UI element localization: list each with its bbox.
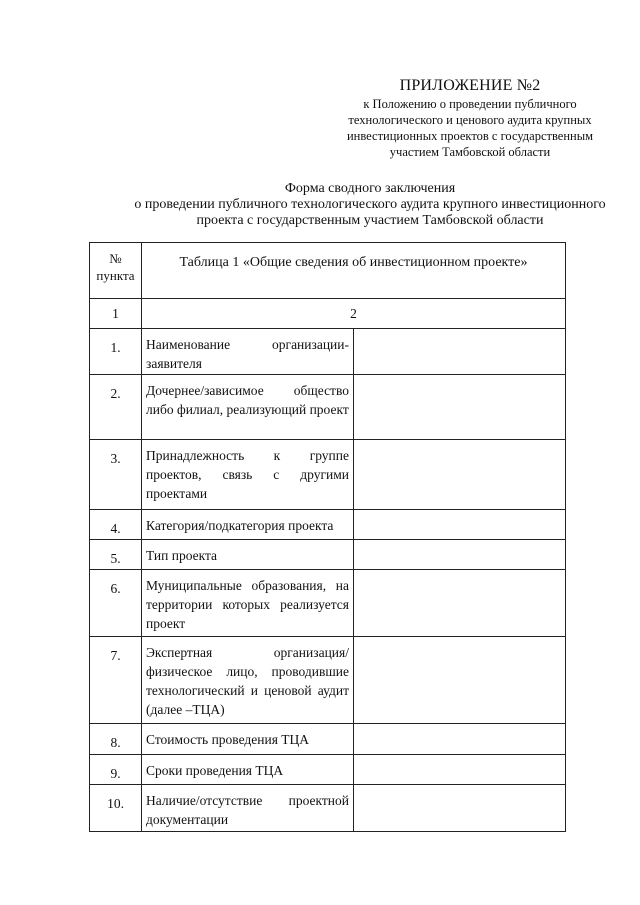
form-title: Форма сводного заключения bbox=[284, 181, 456, 196]
row-label: Сроки проведения ТЦА bbox=[146, 763, 284, 778]
table-header-row bbox=[90, 243, 566, 299]
row-number: 3. bbox=[110, 451, 121, 466]
row-label: Наименование организации-заявителя bbox=[146, 337, 349, 371]
row-number: 7. bbox=[110, 648, 121, 663]
form-subtitle-line: проекта с государственным участием Тамбовской области bbox=[196, 213, 544, 228]
table-row bbox=[90, 510, 566, 540]
row-label: Принадлежность к группе проектов, связь с другими проектами bbox=[146, 448, 349, 501]
form-subtitle-line: о проведении публичного технологического аудита крупного инвестиционного bbox=[134, 197, 606, 212]
row-label: Наличие/отсутствие проектной документации bbox=[146, 793, 349, 827]
row-number: 10. bbox=[107, 796, 124, 811]
row-value-cell[interactable] bbox=[354, 510, 566, 540]
table-row bbox=[90, 375, 566, 440]
row-value-cell[interactable] bbox=[354, 785, 566, 832]
table-row bbox=[90, 329, 566, 375]
appendix-line: участием Тамбовской области bbox=[389, 145, 551, 159]
row-value-cell[interactable] bbox=[354, 570, 566, 637]
appendix-title: ПРИЛОЖЕНИЕ №2 bbox=[399, 77, 541, 94]
subheader-col2: 2 bbox=[350, 306, 357, 321]
row-value-cell[interactable] bbox=[354, 755, 566, 785]
table-row bbox=[90, 570, 566, 637]
table-row bbox=[90, 440, 566, 510]
row-label: Тип проекта bbox=[146, 548, 218, 563]
row-value-cell[interactable] bbox=[354, 329, 566, 375]
appendix-block bbox=[300, 78, 640, 160]
row-label: Дочернее/зависимое общество либо филиал, реализующий проект bbox=[146, 383, 349, 417]
header-num: № пункта bbox=[96, 251, 135, 283]
table-row bbox=[90, 540, 566, 570]
row-number: 8. bbox=[110, 735, 121, 750]
row-number: 6. bbox=[110, 581, 121, 596]
general-info-table bbox=[89, 242, 566, 832]
row-label: Экспертная организация/физическое лицо, проводившие технологический и ценовой аудит (далее –ТЦА) bbox=[146, 645, 349, 717]
row-value-cell[interactable] bbox=[354, 540, 566, 570]
table-title: Таблица 1 «Общие сведения об инвестиционном проекте» bbox=[179, 255, 528, 270]
row-value-cell[interactable] bbox=[354, 440, 566, 510]
table-row bbox=[90, 724, 566, 755]
row-label: Категория/подкатегория проекта bbox=[146, 518, 334, 533]
row-number: 5. bbox=[110, 551, 121, 566]
row-value-cell[interactable] bbox=[354, 637, 566, 724]
row-number: 1. bbox=[110, 340, 121, 355]
row-number: 4. bbox=[110, 521, 121, 536]
subheader-col1: 1 bbox=[112, 306, 119, 321]
appendix-line: инвестиционных проектов с государственным bbox=[346, 129, 594, 143]
form-heading bbox=[70, 181, 640, 229]
table-row bbox=[90, 755, 566, 785]
table-row bbox=[90, 785, 566, 832]
header-title-cell bbox=[142, 243, 566, 299]
subheader-col2-cell bbox=[142, 299, 566, 329]
table-subheader-row bbox=[90, 299, 566, 329]
row-number: 9. bbox=[110, 766, 121, 781]
row-label: Муниципальные образования, на территории которых реализуется проект bbox=[146, 578, 349, 631]
subheader-col1-cell bbox=[90, 299, 142, 329]
row-label: Стоимость проведения ТЦА bbox=[146, 732, 310, 747]
row-value-cell[interactable] bbox=[354, 375, 566, 440]
row-value-cell[interactable] bbox=[354, 724, 566, 755]
appendix-line: к Положению о проведении публичного bbox=[363, 97, 577, 111]
row-number: 2. bbox=[110, 386, 121, 401]
appendix-line: технологического и ценового аудита крупных bbox=[348, 113, 592, 127]
header-num-cell bbox=[90, 243, 142, 299]
table-row bbox=[90, 637, 566, 724]
